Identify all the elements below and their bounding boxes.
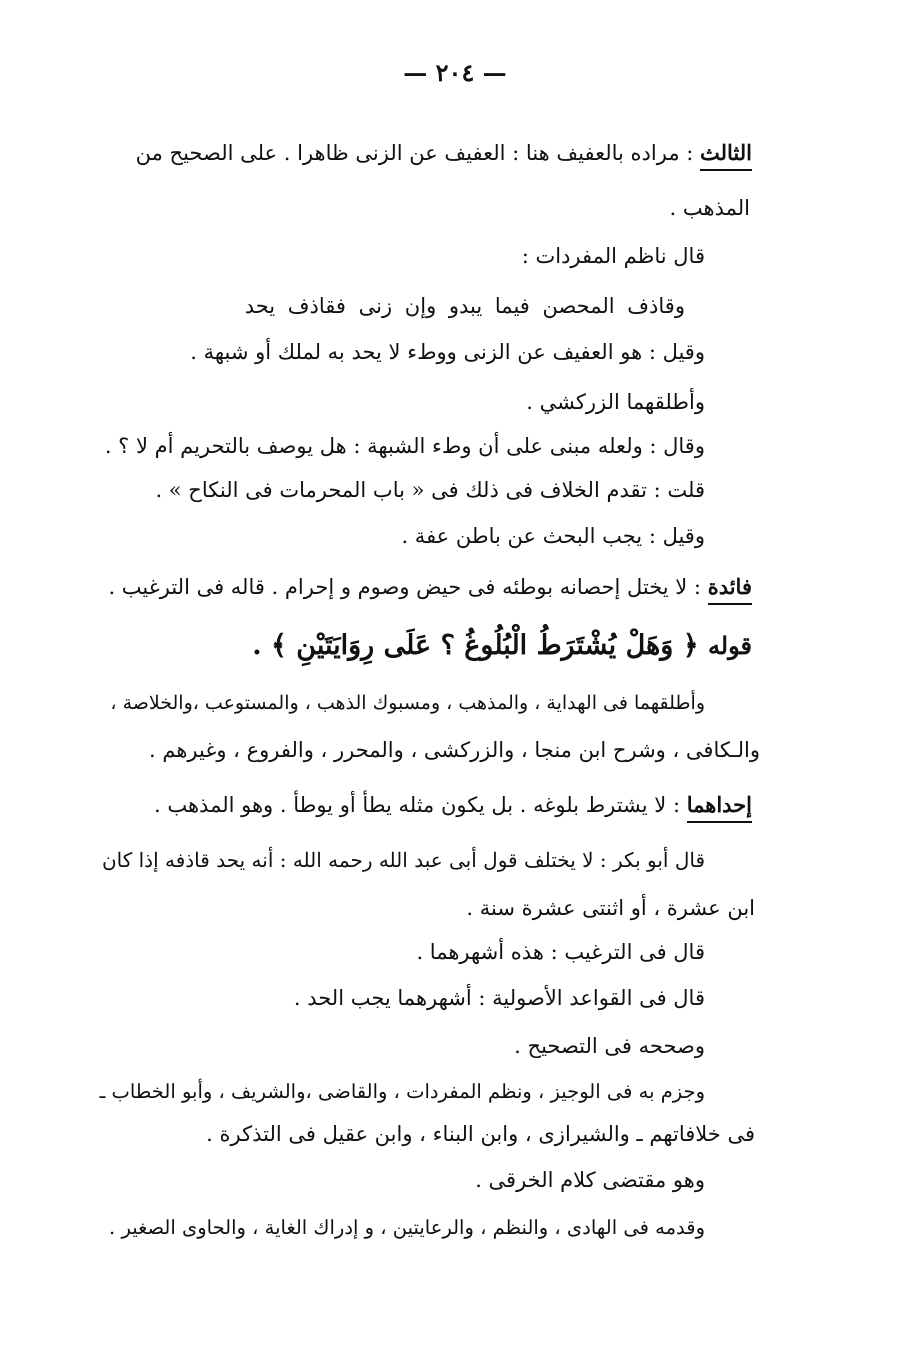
- page-number: — ٢٠٤ —: [403, 58, 507, 87]
- heading-one-of-them: إحداهما: [687, 794, 752, 823]
- text-line-17: قال فى الترغيب : هذه أشهرهما .: [416, 940, 705, 964]
- text-line-6: وأطلقهما الزركشي .: [526, 390, 705, 414]
- text-line-5: وقيل : هو العفيف عن الزنى ووطء لا يحد به لملك أو شبهة .: [190, 340, 705, 364]
- text-line-18: قال فى القواعد الأصولية : أشهرهما يجب الحد .: [293, 986, 705, 1010]
- line-text: : لا يشترط بلوغه . بل يكون مثله يطأ أو يوطأ . وهو المذهب .: [154, 793, 687, 817]
- text-line-12: وأطلقهما فى الهداية ، والمذهب ، ومسبوك الذهب ، والمستوعب ،والخلاصة ،: [110, 692, 705, 714]
- heading-benefit: فائدة: [708, 576, 752, 605]
- text-line-21: فى خلافاتهم ـ والشيرازى ، وابن البناء ، وابن عقيل فى التذكرة .: [206, 1122, 755, 1146]
- qawlu-label: قوله: [707, 631, 752, 660]
- text-line-1: [136, 142, 752, 171]
- text-line-19: وصححه فى التصحيح .: [514, 1034, 705, 1058]
- text-line-14: [154, 794, 752, 823]
- text-line-7: وقال : ولعله مبنى على أن وطء الشبهة : هل يوصف بالتحريم أم لا ؟ .: [104, 434, 705, 458]
- line-text: : لا يختل إحصانه بوطئه فى حيض وصوم و إحرام . قاله فى الترغيب .: [108, 575, 708, 599]
- text-line-9: وقيل : يجب البحث عن باطن عفة .: [401, 524, 705, 548]
- text-line-10: [108, 576, 752, 605]
- matn-text: ﴿ وَهَلْ يُشْتَرَطُ الْبُلُوغُ ؟ عَلَى رِوَايَتَيْنِ ﴾ .: [252, 630, 708, 661]
- text-line-15: قال أبو بكر : لا يختلف قول أبى عبد الله رحمه الله : أنه يحد قاذفه إذا كان: [101, 848, 705, 872]
- text-line-3: قال ناظم المفردات :: [521, 244, 705, 268]
- heading-third: الثالث: [700, 142, 752, 171]
- line-text: : مراده بالعفيف هنا : العفيف عن الزنى ظاهرا . على الصحيح من: [135, 141, 700, 165]
- text-line-13: والـكافى ، وشرح ابن منجا ، والزركشى ، والمحرر ، والفروع ، وغيرهم .: [149, 738, 760, 762]
- text-line-20: وجزم به فى الوجيز ، ونظم المفردات ، والقاضى ،والشريف ، وأبو الخطاب ـ: [99, 1080, 705, 1103]
- text-line-8: قلت : تقدم الخلاف فى ذلك فى « باب المحرمات فى النكاح » .: [155, 478, 705, 502]
- verse-line: وقاذف المحصن فيما يبدو وإن زنى فقاذف يحد: [244, 294, 685, 318]
- quoted-matn-line: [252, 632, 752, 659]
- text-line-22: وهو مقتضى كلام الخرقى .: [475, 1168, 705, 1192]
- text-line-2: المذهب .: [669, 196, 750, 220]
- text-line-23: وقدمه فى الهادى ، والنظم ، والرعايتين ، و إدراك الغاية ، والحاوى الصغير .: [109, 1216, 705, 1239]
- text-line-16: ابن عشرة ، أو اثنتى عشرة سنة .: [466, 896, 755, 920]
